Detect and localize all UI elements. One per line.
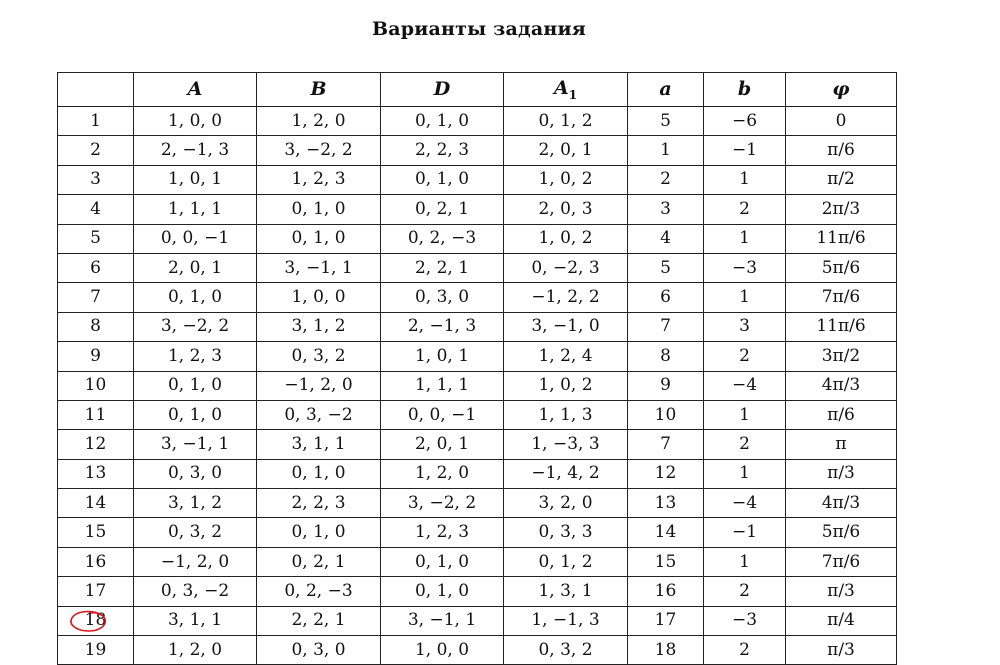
cell-number [58,371,134,400]
cell-b: 1 [704,459,786,488]
header-phi: φ [786,73,897,107]
cell-B: 3, 1, 1 [257,430,381,459]
cell-b: 2 [704,636,786,665]
table-row [58,224,897,253]
cell-B: 0, 2, −3 [257,577,381,606]
cell-D: 0, 1, 0 [381,107,504,136]
cell-B: 3, −2, 2 [257,136,381,165]
cell-A: 0, 1, 0 [134,371,257,400]
table-row [58,107,897,136]
cell-phi: π/3 [786,459,897,488]
row-number-label: 8 [90,316,101,337]
cell-phi: 7π/6 [786,547,897,576]
cell-A: 2, 0, 1 [134,253,257,282]
cell-A1: 1, 0, 2 [504,371,628,400]
cell-a: 13 [628,489,704,518]
cell-b: 2 [704,577,786,606]
table-row [58,312,897,341]
cell-D: 1, 0, 0 [381,636,504,665]
header-b: b [704,73,786,107]
cell-B: 2, 2, 3 [257,489,381,518]
cell-phi: π/6 [786,400,897,429]
cell-a: 17 [628,606,704,635]
table-row [58,606,897,635]
table-row [58,136,897,165]
table-row [58,430,897,459]
cell-b: 2 [704,342,786,371]
cell-D: 2, −1, 3 [381,312,504,341]
row-number-label: 3 [90,169,101,190]
cell-b: −1 [704,518,786,547]
cell-A1: 2, 0, 1 [504,136,628,165]
cell-D: 0, 1, 0 [381,165,504,194]
cell-phi: π/6 [786,136,897,165]
table-row [58,253,897,282]
cell-D: 0, 0, −1 [381,400,504,429]
cell-a: 18 [628,636,704,665]
header-D: D [381,73,504,107]
cell-A1: 2, 0, 3 [504,195,628,224]
cell-B: 0, 1, 0 [257,195,381,224]
table-row [58,636,897,665]
cell-D: 0, 2, 1 [381,195,504,224]
cell-A: 3, −1, 1 [134,430,257,459]
row-number-label: 2 [90,140,101,161]
cell-A: −1, 2, 0 [134,547,257,576]
table-row [58,489,897,518]
cell-number [58,636,134,665]
row-number-label: 10 [84,375,107,396]
cell-b: −1 [704,136,786,165]
cell-b: −4 [704,489,786,518]
cell-number [58,459,134,488]
cell-A: 1, 0, 0 [134,107,257,136]
table-row [58,165,897,194]
cell-a: 12 [628,459,704,488]
cell-D: 0, 3, 0 [381,283,504,312]
cell-phi: 3π/2 [786,342,897,371]
cell-a: 7 [628,430,704,459]
cell-a: 3 [628,195,704,224]
header-A1-subscript: 1 [568,87,578,102]
cell-A1: −1, 4, 2 [504,459,628,488]
cell-B: 3, −1, 1 [257,253,381,282]
cell-number [58,400,134,429]
table-row [58,547,897,576]
cell-phi: 2π/3 [786,195,897,224]
cell-a: 10 [628,400,704,429]
cell-A1: 0, 3, 3 [504,518,628,547]
cell-a: 6 [628,283,704,312]
cell-D: 0, 1, 0 [381,547,504,576]
row-number-label: 5 [90,228,101,249]
cell-A1: 1, 0, 2 [504,165,628,194]
cell-number [58,165,134,194]
row-number-label: 18 [84,610,107,631]
cell-D: 1, 2, 0 [381,459,504,488]
cell-phi: 5π/6 [786,518,897,547]
cell-number [58,577,134,606]
variants-table [57,72,897,665]
header-A1 [504,73,628,107]
cell-A: 0, 3, 0 [134,459,257,488]
cell-phi: π/3 [786,636,897,665]
cell-phi: π/4 [786,606,897,635]
table-row [58,518,897,547]
row-number-label: 14 [84,492,107,513]
cell-a: 15 [628,547,704,576]
cell-A: 1, 2, 3 [134,342,257,371]
table-row [58,371,897,400]
cell-phi: π [786,430,897,459]
cell-B: 0, 3, 0 [257,636,381,665]
cell-b: 1 [704,547,786,576]
cell-D: 2, 0, 1 [381,430,504,459]
cell-a: 5 [628,107,704,136]
row-number-label: 7 [90,287,101,308]
cell-B: 0, 2, 1 [257,547,381,576]
cell-A1: 1, 3, 1 [504,577,628,606]
cell-b: −6 [704,107,786,136]
cell-phi: 5π/6 [786,253,897,282]
cell-b: 1 [704,283,786,312]
cell-phi: 0 [786,107,897,136]
cell-b: 2 [704,195,786,224]
cell-number [58,312,134,341]
cell-b: −3 [704,606,786,635]
cell-A1: 1, 0, 2 [504,224,628,253]
cell-D: 3, −2, 2 [381,489,504,518]
cell-number [58,136,134,165]
row-number-label: 13 [84,463,107,484]
cell-a: 1 [628,136,704,165]
cell-number [58,195,134,224]
cell-number [58,606,134,635]
cell-D: 1, 1, 1 [381,371,504,400]
cell-A: 3, 1, 2 [134,489,257,518]
cell-number [58,489,134,518]
row-number-label: 11 [84,404,107,425]
cell-A1: 1, 2, 4 [504,342,628,371]
cell-B: 1, 0, 0 [257,283,381,312]
table-row [58,400,897,429]
cell-number [58,283,134,312]
header-A1-letter: A [553,76,569,99]
cell-B: 0, 1, 0 [257,224,381,253]
header-a: a [628,73,704,107]
cell-A1: 0, 1, 2 [504,547,628,576]
row-number-label: 15 [84,522,107,543]
page-title: Варианты задания [371,18,587,40]
row-number-label: 19 [84,639,107,660]
cell-A1: 1, −1, 3 [504,606,628,635]
cell-a: 4 [628,224,704,253]
cell-A: 0, 1, 0 [134,283,257,312]
table-row [58,195,897,224]
table-row [58,342,897,371]
cell-b: 1 [704,400,786,429]
cell-A: 1, 0, 1 [134,165,257,194]
cell-b: −3 [704,253,786,282]
table-body [58,107,897,665]
cell-B: 2, 2, 1 [257,606,381,635]
cell-D: 3, −1, 1 [381,606,504,635]
cell-A: 1, 1, 1 [134,195,257,224]
cell-b: −4 [704,371,786,400]
cell-B: 0, 3, −2 [257,400,381,429]
cell-A: 0, 1, 0 [134,400,257,429]
cell-B: 3, 1, 2 [257,312,381,341]
cell-A: 0, 0, −1 [134,224,257,253]
cell-D: 1, 2, 3 [381,518,504,547]
cell-phi: 11π/6 [786,224,897,253]
cell-phi: π/3 [786,577,897,606]
cell-A1: 1, −3, 3 [504,430,628,459]
cell-A: 1, 2, 0 [134,636,257,665]
cell-a: 16 [628,577,704,606]
cell-B: 1, 2, 3 [257,165,381,194]
cell-a: 9 [628,371,704,400]
cell-a: 5 [628,253,704,282]
table-row [58,283,897,312]
cell-B: 0, 1, 0 [257,518,381,547]
cell-A1: 1, 1, 3 [504,400,628,429]
cell-A1: 3, −1, 0 [504,312,628,341]
cell-A: 0, 3, 2 [134,518,257,547]
row-number-label: 4 [90,198,101,219]
cell-number [58,547,134,576]
cell-number [58,224,134,253]
row-number-label: 9 [90,345,101,366]
cell-a: 8 [628,342,704,371]
cell-b: 3 [704,312,786,341]
cell-phi: 7π/6 [786,283,897,312]
cell-A: 2, −1, 3 [134,136,257,165]
cell-phi: 4π/3 [786,371,897,400]
cell-D: 2, 2, 1 [381,253,504,282]
cell-D: 1, 0, 1 [381,342,504,371]
cell-B: −1, 2, 0 [257,371,381,400]
table-row [58,577,897,606]
cell-a: 2 [628,165,704,194]
row-number-label: 6 [90,257,101,278]
cell-b: 1 [704,224,786,253]
row-number-label: 12 [84,433,107,454]
cell-B: 0, 3, 2 [257,342,381,371]
row-number-label: 16 [84,551,107,572]
cell-phi: 4π/3 [786,489,897,518]
cell-phi: 11π/6 [786,312,897,341]
cell-D: 0, 2, −3 [381,224,504,253]
cell-a: 7 [628,312,704,341]
table-row [58,459,897,488]
cell-number [58,342,134,371]
cell-number [58,430,134,459]
cell-number [58,107,134,136]
cell-A1: 0, −2, 3 [504,253,628,282]
cell-D: 2, 2, 3 [381,136,504,165]
cell-A: 0, 3, −2 [134,577,257,606]
cell-a: 14 [628,518,704,547]
cell-D: 0, 1, 0 [381,577,504,606]
cell-A: 3, −2, 2 [134,312,257,341]
header-number [58,73,134,107]
cell-phi: π/2 [786,165,897,194]
cell-b: 1 [704,165,786,194]
header-A: A [134,73,257,107]
cell-A: 3, 1, 1 [134,606,257,635]
cell-number [58,518,134,547]
table-header-row [58,73,897,107]
row-number-label: 1 [90,110,101,131]
cell-A1: 0, 1, 2 [504,107,628,136]
cell-number [58,253,134,282]
row-number-label: 17 [84,580,107,601]
cell-A1: 3, 2, 0 [504,489,628,518]
header-B: B [257,73,381,107]
cell-A1: 0, 3, 2 [504,636,628,665]
cell-A1: −1, 2, 2 [504,283,628,312]
cell-b: 2 [704,430,786,459]
cell-B: 1, 2, 0 [257,107,381,136]
cell-B: 0, 1, 0 [257,459,381,488]
